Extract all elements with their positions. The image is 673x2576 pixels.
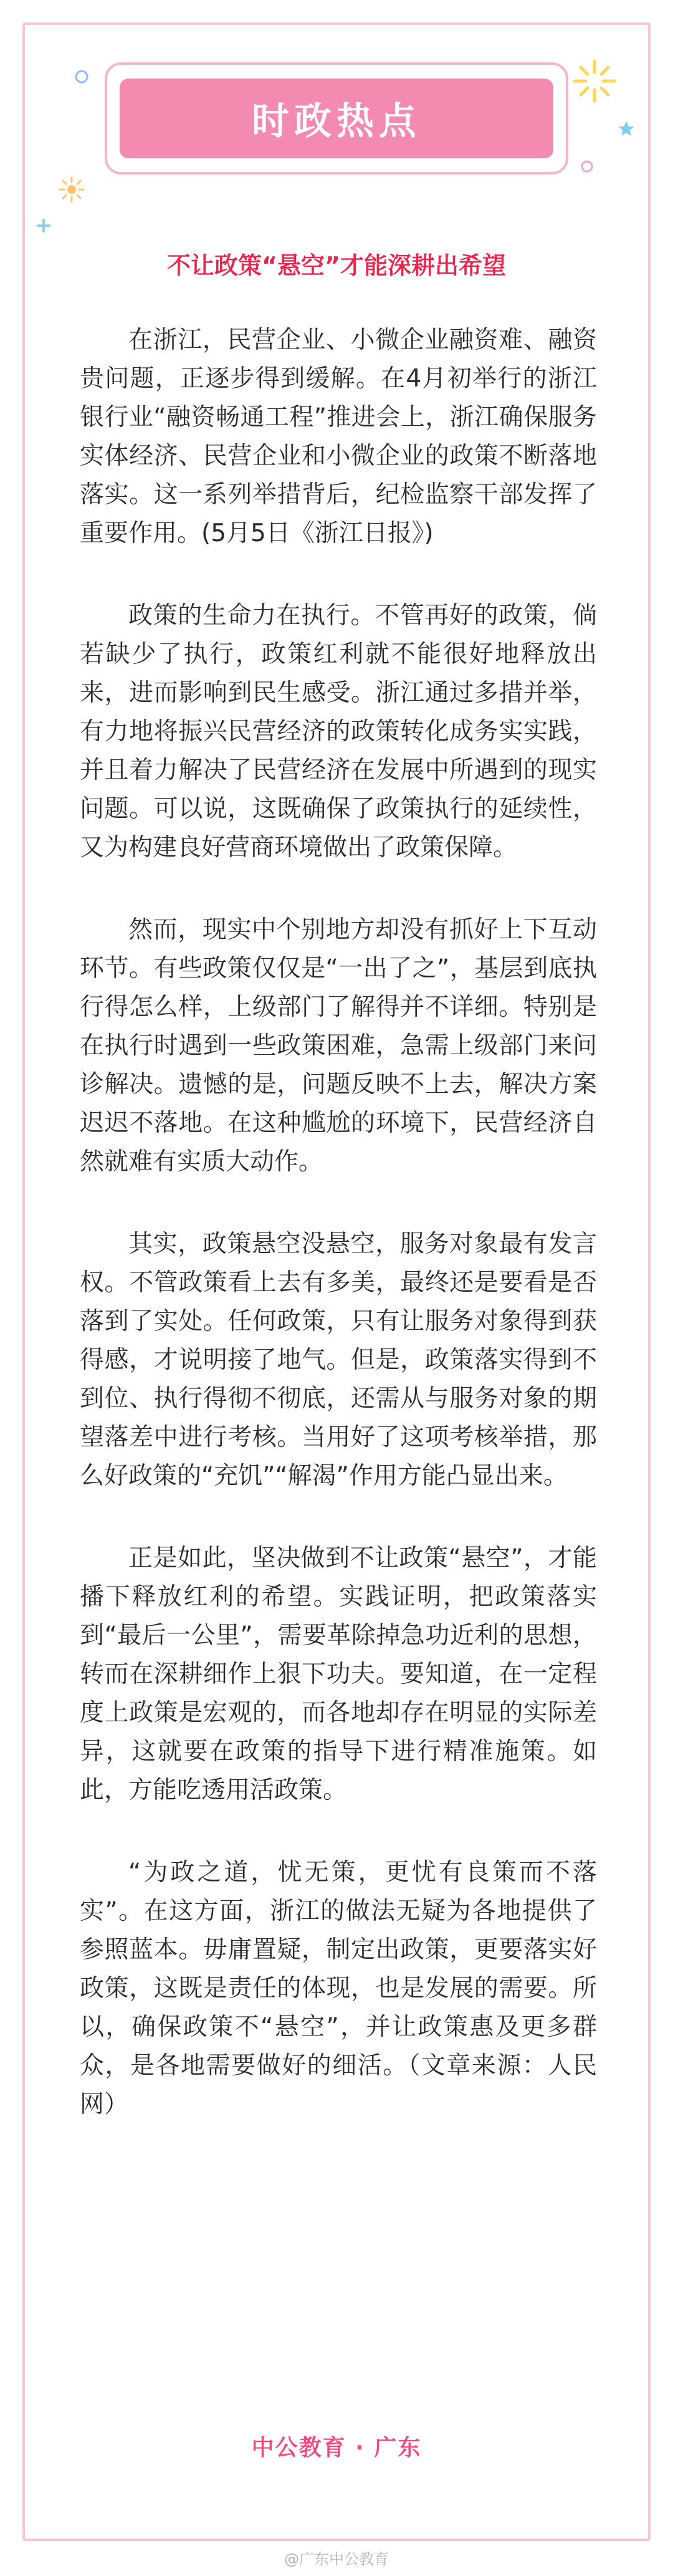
article-paragraph: 然而，现实中个别地方却没有抓好上下互动环节。有些政策仅仅是“一出了之”，基层到底执行得怎么样，上级部门了解得并不详细。特别是在执行时遇到一些政策困难，急需上级部门来问诊解决。遗憾的是，问题反映不上去，解决方案迟迟不落地。在这种尴尬的环境下，民营经济自然就难有实质大动作。 [80, 916, 597, 1176]
article-paragraph: “为政之道，忧无策，更忧有良策而不落实”。在这方面，浙江的做法无疑为各地提供了参照蓝本。毋庸置疑，制定出政策，更要落实好政策，这既是责任的体现，也是发展的需要。所以，确保政策不“悬空”，并让政策惠及更多群众，是各地需要做好的细活。（文章来源：人民网） [80, 1858, 597, 2118]
sparkle-icon [568, 55, 621, 107]
header-banner-inner [120, 79, 553, 158]
article-body [80, 321, 597, 2168]
header-title: 时政热点 [252, 100, 421, 143]
plus-icon [36, 218, 51, 233]
watermark: @广东中公教育 [284, 2550, 389, 2568]
sun-icon [58, 176, 85, 203]
article-paragraph: 政策的生命力在执行。不管再好的政策，倘若缺少了执行，政策红利就不能很好地释放出来，进而影响到民生感受。浙江通过多措并举，有力地将振兴民营经济的政策转化成务实实践，并且着力解决了民营经济在发展中所遇到的现实问题。可以说，这既确保了政策执行的延续性，又为构建良好营商环境做出了政策保障。 [80, 602, 597, 862]
header-banner [105, 62, 568, 175]
article-paragraph: 在浙江，民营企业、小微企业融资难、融资贵问题，正逐步得到缓解。在4月初举行的浙江银行业“融资畅通工程”推进会上，浙江确保服务实体经济、民营企业和小微企业的政策不断落地落实。这一系列举措背后，纪检监察干部发挥了重要作用。(5月5日《浙江日报》) [80, 326, 597, 547]
article-title: 不让政策“悬空”才能深耕出希望 [167, 252, 506, 279]
footer-brand: 中公教育 · 广东 [251, 2435, 422, 2461]
article-paragraph: 其实，政策悬空没悬空，服务对象最有发言权。不管政策看上去有多美，最终还是要看是否落到了实处。任何政策，只有让服务对象得到获得感，才说明接了地气。但是，政策落实得到不到位、执行得彻不彻底，还需从与服务对象的期望落差中进行考核。当用好了这项考核举措，那么好政策的“充饥”“解渴”作用方能凸显出来。 [80, 1230, 597, 1490]
star-icon [617, 120, 636, 138]
circle-outline-icon [74, 69, 90, 85]
article-paragraph: 正是如此，坚决做到不让政策“悬空”，才能播下释放红利的希望。实践证明，把政策落实到“最后一公里”，需要革除掉急功近利的思想，转而在深耕细作上狠下功夫。要知道，在一定程度上政策是宏观的，而各地却存在明显的实际差异，这就要在政策的指导下进行精准施策。如此，方能吃透用活政策。 [80, 1544, 597, 1804]
circle-outline-icon [580, 159, 594, 174]
